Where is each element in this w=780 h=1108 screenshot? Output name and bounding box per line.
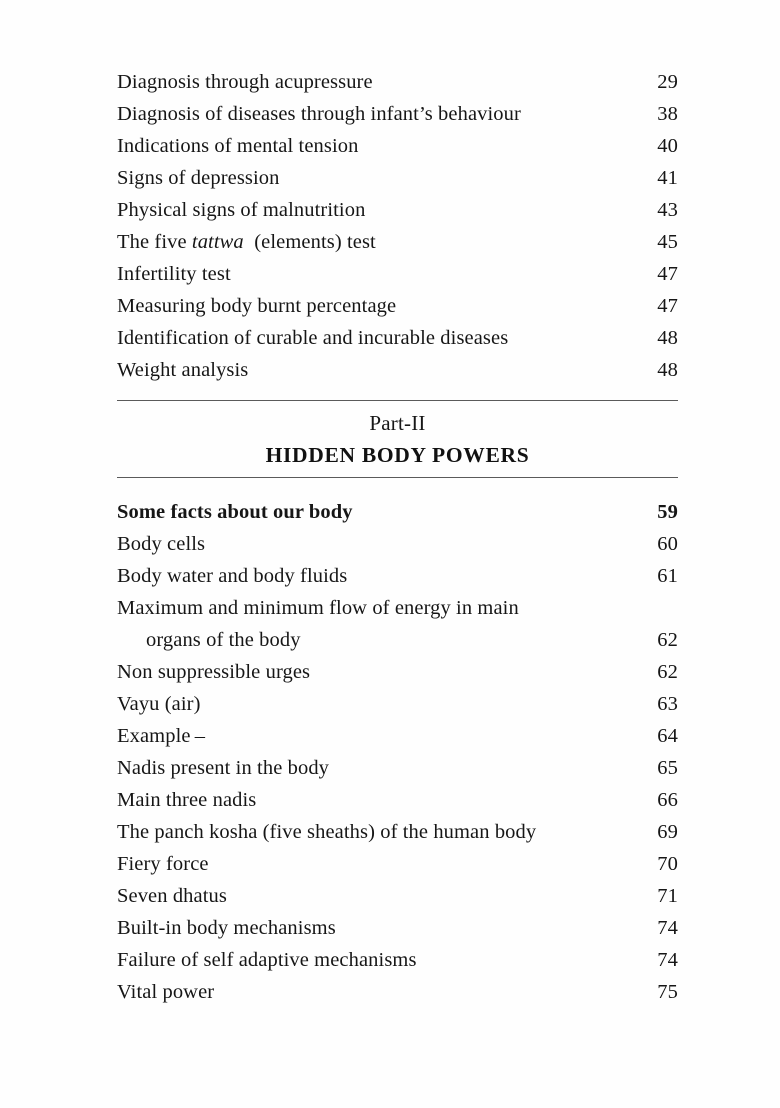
toc-entry-title-line2: organs of the body	[146, 629, 301, 651]
toc-entry-title: Indications of mental tension	[117, 135, 359, 157]
toc-entry-title: Fiery force	[117, 853, 209, 875]
toc-entry-title: Nadis present in the body	[117, 757, 330, 779]
toc-entry[interactable]	[117, 560, 678, 592]
toc-entry-page-number: 48	[657, 327, 678, 349]
toc-entry-title: Signs of depression	[117, 167, 280, 189]
toc-entry-title: Vital power	[117, 981, 215, 1003]
toc-entry-title: Seven dhatus	[117, 885, 227, 907]
toc-entry-title: Identification of curable and incurable diseases	[117, 327, 509, 349]
toc-entry-page-number: 45	[657, 231, 678, 253]
toc-entry[interactable]	[117, 752, 678, 784]
toc-entry[interactable]	[117, 290, 678, 322]
toc-entry-page-number: 43	[657, 199, 678, 221]
part-title: HIDDEN BODY POWERS	[265, 443, 530, 467]
toc-entry[interactable]	[117, 880, 678, 912]
part-heading-text	[117, 401, 678, 477]
toc-entry-page-number: 71	[657, 885, 678, 907]
toc-entry-title: Non suppressible urges	[117, 661, 311, 683]
toc-entry-page-number: 38	[657, 103, 678, 125]
toc-entry-title: Measuring body burnt percentage	[117, 295, 397, 317]
toc-entry-title-post: (elements) test	[243, 231, 376, 253]
toc-entry-page-number: 60	[657, 533, 678, 555]
toc-entry-title-italic-term: tattwa	[191, 231, 244, 253]
toc-entry-title: Body cells	[117, 533, 206, 555]
toc-entry-title-pre: The five	[117, 231, 192, 253]
toc-entry-page-number: 47	[657, 263, 678, 285]
toc-content	[117, 66, 678, 1008]
toc-entry-page-number: 59	[657, 501, 678, 523]
toc-entry-page-number: 63	[657, 693, 678, 715]
part-heading-block	[117, 400, 678, 487]
toc-entry-title: Some facts about our body	[117, 501, 353, 523]
toc-section-part-two	[117, 496, 678, 1008]
toc-entry-title: Vayu (air)	[117, 693, 201, 715]
toc-entry-title: The panch kosha (five sheaths) of the human body	[117, 821, 537, 843]
toc-entry[interactable]	[117, 496, 678, 528]
toc-entry-page-number: 74	[657, 949, 678, 971]
toc-entry-page-number: 64	[657, 725, 678, 747]
toc-entry[interactable]	[117, 720, 678, 752]
toc-entry-page-number: 70	[657, 853, 678, 875]
toc-entry-page-number: 29	[657, 71, 678, 93]
toc-entry[interactable]	[117, 592, 678, 656]
toc-entry-title	[117, 226, 390, 258]
toc-entry[interactable]	[117, 226, 678, 258]
toc-entry-page-number: 48	[657, 359, 678, 381]
toc-entry-title: Infertility test	[117, 263, 231, 285]
toc-entry[interactable]	[117, 656, 678, 688]
toc-entry[interactable]	[117, 194, 678, 226]
toc-entry-title: Diagnosis through acupressure	[117, 71, 373, 93]
toc-section-part-one	[117, 66, 678, 386]
toc-entry-title: Physical signs of malnutrition	[117, 199, 366, 221]
rule-spacer	[117, 478, 678, 487]
toc-entry-page-number: 69	[657, 821, 678, 843]
toc-entry[interactable]	[117, 162, 678, 194]
toc-entry-title-line1: Maximum and minimum flow of energy in main	[117, 597, 519, 619]
toc-entry-page-number: 74	[657, 917, 678, 939]
toc-entry-title: Built-in body mechanisms	[117, 917, 336, 939]
toc-entry[interactable]	[117, 816, 678, 848]
toc-entry-page-number: 61	[657, 565, 678, 587]
toc-entry-title: Failure of self adaptive mechanisms	[117, 949, 417, 971]
toc-entry-page-number: 62	[657, 629, 678, 651]
toc-entry[interactable]	[117, 848, 678, 880]
toc-entry[interactable]	[117, 976, 678, 1008]
toc-entry[interactable]	[117, 354, 678, 386]
toc-entry-title: Weight analysis	[117, 359, 249, 381]
toc-entry-page-number: 66	[657, 789, 678, 811]
toc-entry-page-number: 47	[657, 295, 678, 317]
toc-entry-page-number: 41	[657, 167, 678, 189]
toc-entry[interactable]	[117, 98, 678, 130]
toc-entry-title: Main three nadis	[117, 789, 257, 811]
toc-entry-title: Example –	[117, 725, 206, 747]
toc-entry-page-number: 75	[657, 981, 678, 1003]
toc-entry[interactable]	[117, 258, 678, 290]
toc-entry-title: Diagnosis of diseases through infant’s behaviour	[117, 103, 521, 125]
toc-entry[interactable]	[117, 688, 678, 720]
toc-entry-page-number: 40	[657, 135, 678, 157]
toc-entry-page-number: 62	[657, 661, 678, 683]
toc-entry[interactable]	[117, 944, 678, 976]
toc-entry[interactable]	[117, 528, 678, 560]
toc-entry[interactable]	[117, 912, 678, 944]
toc-entry-title: Body water and body fluids	[117, 565, 348, 587]
toc-entry[interactable]	[117, 130, 678, 162]
toc-entry[interactable]	[117, 322, 678, 354]
toc-entry[interactable]	[117, 784, 678, 816]
toc-entry-page-number: 65	[657, 757, 678, 779]
toc-entry[interactable]	[117, 66, 678, 98]
part-label: Part-II	[369, 411, 426, 435]
